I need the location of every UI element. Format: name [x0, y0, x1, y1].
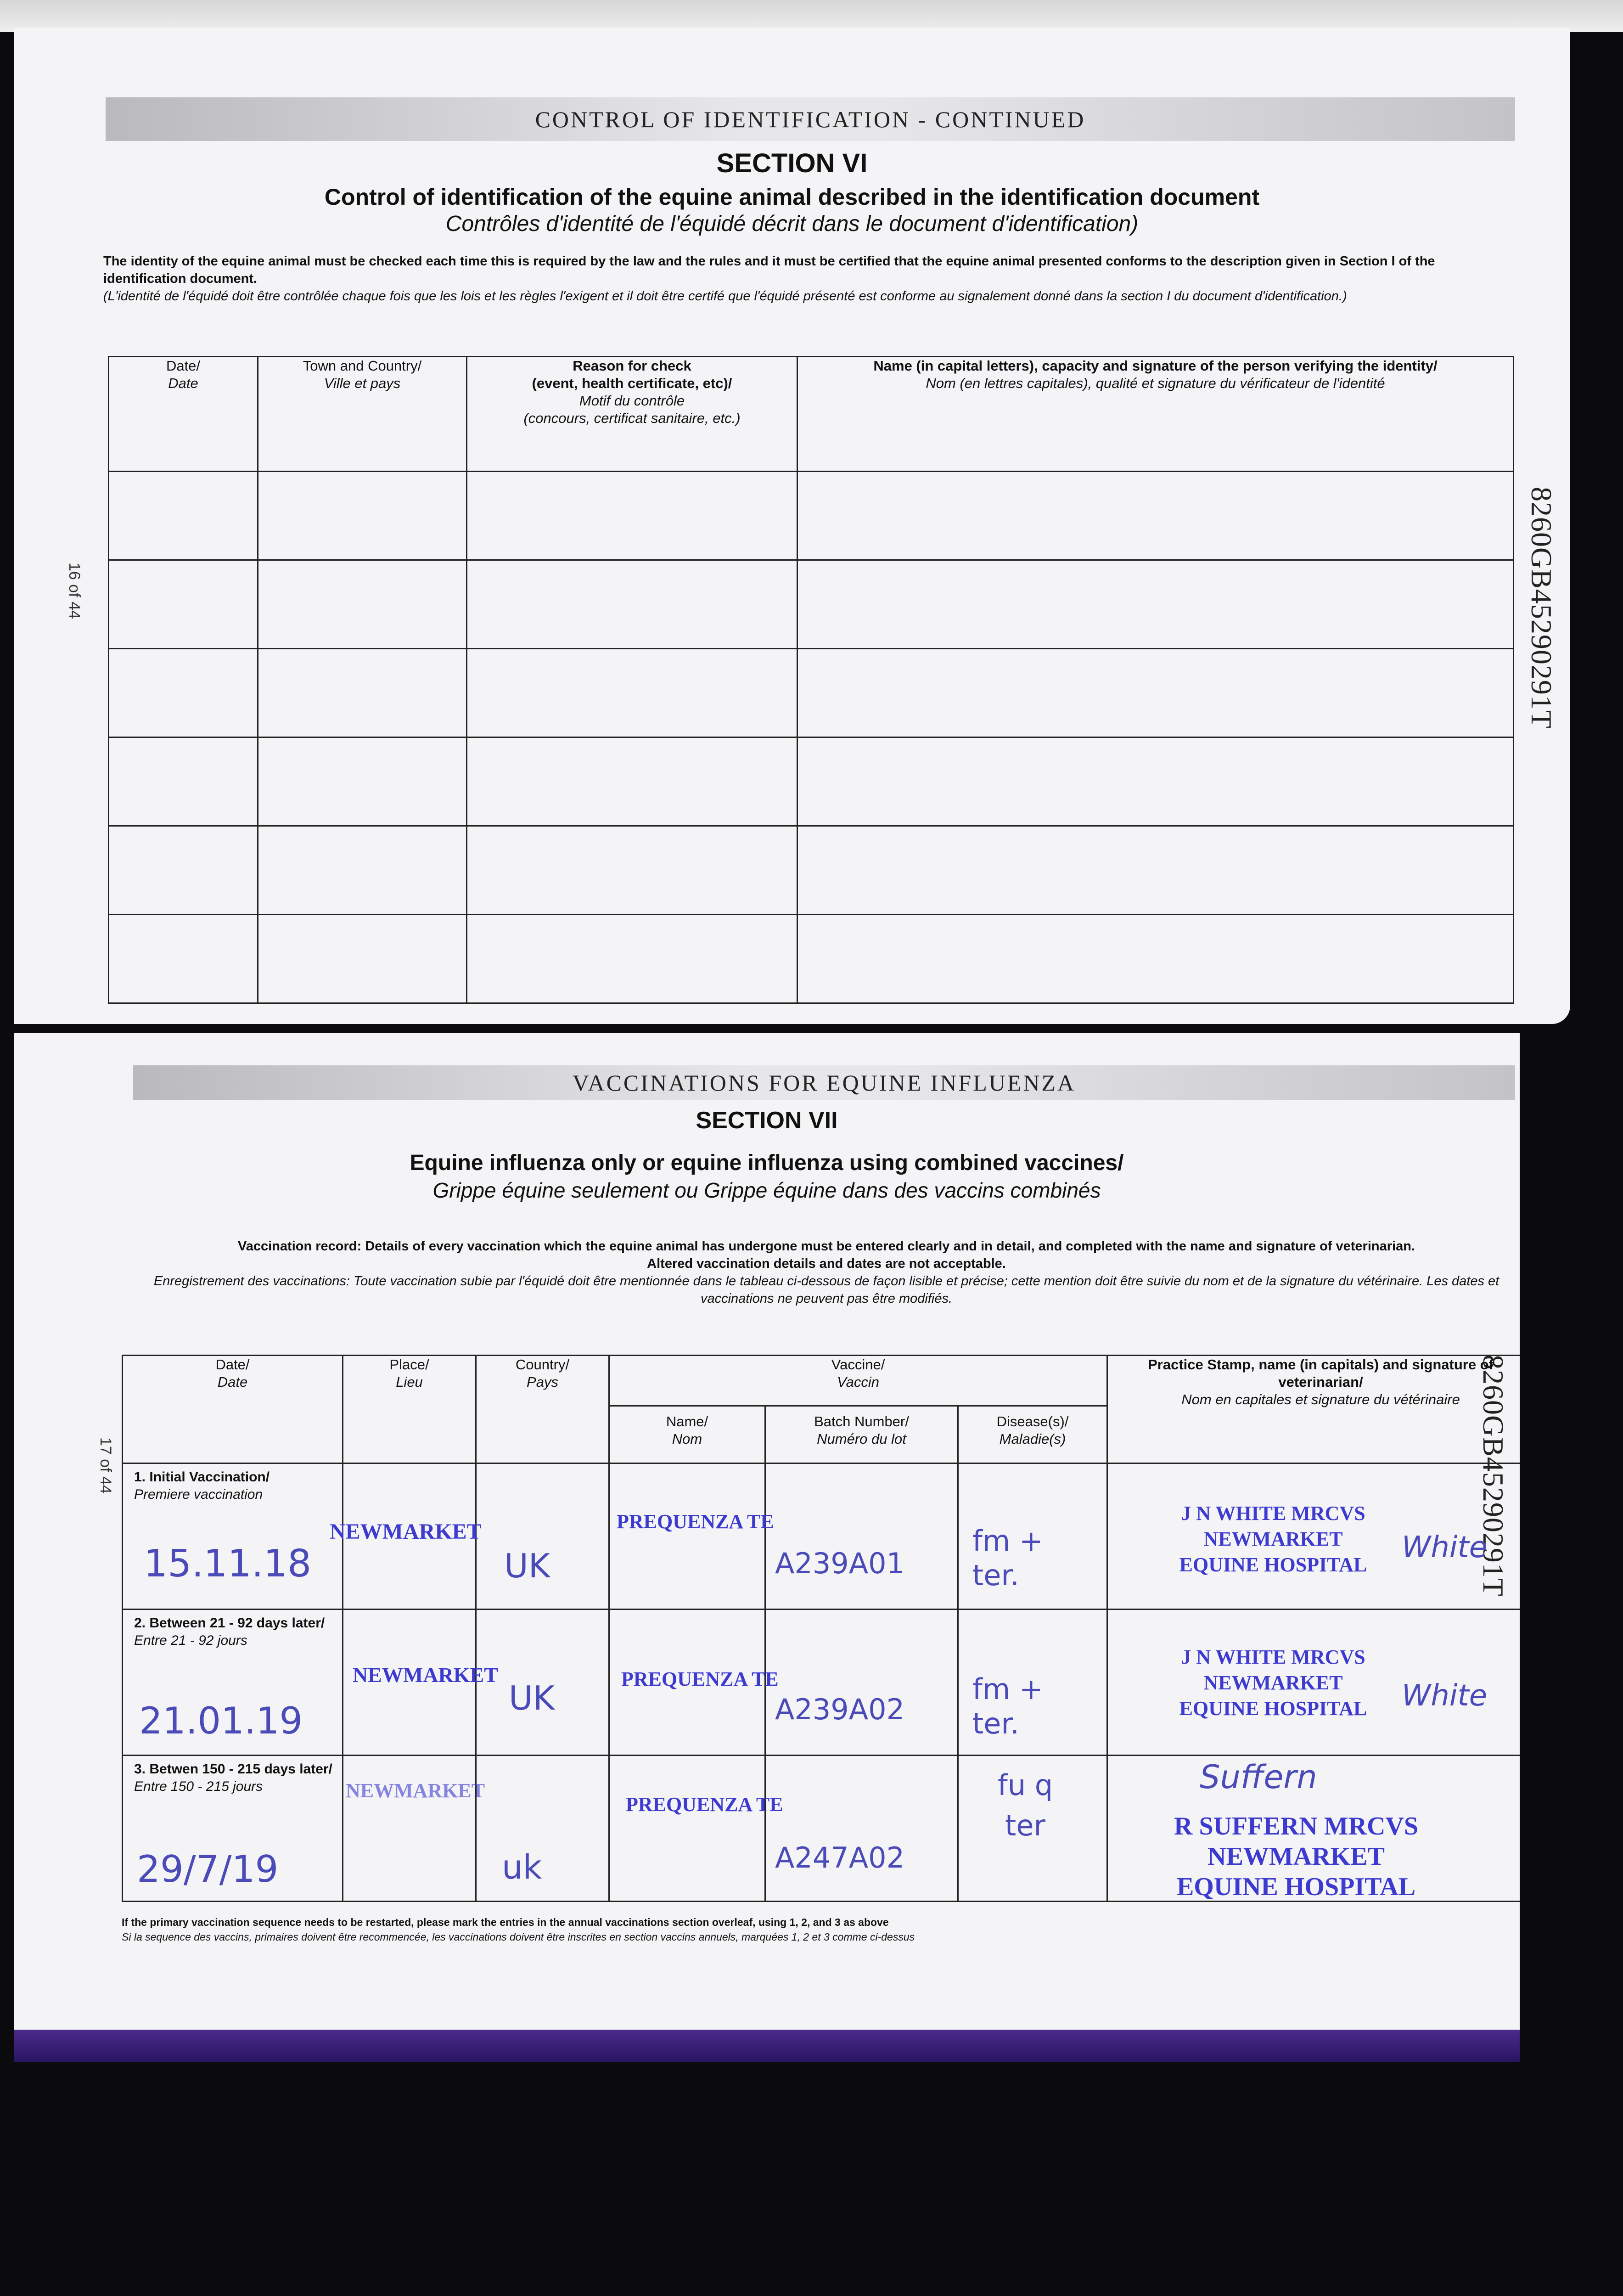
- col-date: Date/ Date: [123, 1356, 343, 1463]
- section-band: CONTROL OF IDENTIFICATION - CONTINUED: [106, 97, 1515, 141]
- vet-signature: White: [1402, 1531, 1488, 1564]
- page-16: [14, 28, 1570, 1024]
- vaccination-date: 15.11.18: [144, 1542, 312, 1586]
- col-vaccine: Vaccine/ Vaccin: [609, 1356, 1107, 1406]
- vaccine-stamp: PREQUENZA TE: [626, 1793, 783, 1816]
- col-vaccine-name: Name/ Nom: [609, 1406, 765, 1463]
- country: UK: [504, 1547, 550, 1585]
- note-fr: (L'identité de l'équidé doit être contrôlée chaque fois que les lois et les règles l'exigent et il doit être certifé que l'équidé présenté est conforme au signalement donné dans la section I du document d'identification.): [103, 289, 1347, 304]
- country: UK: [509, 1679, 555, 1717]
- vet-signature: Suffern: [1200, 1758, 1317, 1796]
- note-fr: Enregistrement des vaccinations: Toute vaccination subie par l'équidé doit être mentionnée dans le tableau ci-dessous de façon lisible et précise; cette mention doit être suivie du nom et de la signature du vétérinaire. Les dates et vaccinations ne peuvent pas être modifiés.: [153, 1274, 1499, 1306]
- disease: fm + ter.: [972, 1672, 1043, 1740]
- place-stamp: NEWMARKET: [346, 1779, 485, 1802]
- col-place: Place/ Lieu: [343, 1356, 476, 1463]
- col-verifier: Name (in capital letters), capacity and signature of the person verifying the identity/ Nom (en lettres capitales), qualité et signature du vérificateur de l'identité: [797, 357, 1514, 472]
- table-row: [123, 1609, 1520, 1756]
- batch-number: A239A02: [775, 1693, 905, 1726]
- batch-number: A247A02: [775, 1841, 905, 1874]
- disease: fu q ter: [997, 1768, 1053, 1842]
- identity-check-table: [108, 356, 1514, 1004]
- vaccination-table: [122, 1355, 1520, 1902]
- vaccine-stamp: PREQUENZA TE: [617, 1510, 774, 1533]
- practice-stamp: J N WHITE MRCVS NEWMARKET EQUINE HOSPITAL: [1179, 1502, 1367, 1576]
- section-band: VACCINATIONS FOR EQUINE INFLUENZA: [133, 1065, 1515, 1100]
- table-row: [109, 826, 1514, 915]
- vaccination-note: [124, 1238, 1520, 1307]
- col-town: Town and Country/ Ville et pays: [258, 357, 467, 472]
- row-label: 2. Between 21 - 92 days later/ Entre 21 - 92 jours: [134, 1615, 325, 1648]
- section-title: SECTION VI: [716, 148, 868, 178]
- row-label: 3. Betwen 150 - 215 days later/ Entre 150 - 215 jours: [134, 1761, 332, 1794]
- table-header: [123, 1356, 1520, 1406]
- page-number: 16 of 44: [66, 563, 83, 619]
- table-row: [109, 737, 1514, 826]
- col-batch: Batch Number/ Numéro du lot: [765, 1406, 958, 1463]
- disease: fm + ter.: [972, 1524, 1043, 1592]
- table-row: [123, 1463, 1520, 1609]
- col-stamp: Practice Stamp, name (in capitals) and signature of veterinarian/ Nom en capitales et signature du vétérinaire: [1107, 1356, 1520, 1463]
- page-17: [14, 1033, 1520, 2062]
- table-header: [109, 357, 1514, 472]
- table-row: [109, 472, 1514, 560]
- identification-number: 8260GB45290291T: [1477, 1355, 1510, 1597]
- note-en-2: Altered vaccination details and dates are not acceptable.: [647, 1256, 1006, 1271]
- table-row: [109, 915, 1514, 1003]
- place-stamp: NEWMARKET: [353, 1663, 498, 1687]
- page-number: 17 of 44: [97, 1437, 114, 1494]
- col-country: Country/ Pays: [476, 1356, 609, 1463]
- identity-note: [103, 253, 1517, 305]
- place-stamp: NEWMARKET: [330, 1519, 482, 1544]
- col-reason: Reason for check (event, health certificate, etc)/ Motif du contrôle (concours, certificat sanitaire, etc.): [467, 357, 797, 472]
- note-en: The identity of the equine animal must be checked each time this is required by the law and the rules and it must be certified that the equine animal presented conforms to the description given in Section I of the identification document.: [103, 254, 1435, 286]
- vaccination-date: 21.01.19: [139, 1699, 303, 1742]
- heading-en: Equine influenza only or equine influenza using combined vaccines/: [410, 1151, 1124, 1175]
- practice-stamp: R SUFFERN MRCVS NEWMARKET EQUINE HOSPITAL: [1174, 1812, 1419, 1901]
- practice-stamp: J N WHITE MRCVS NEWMARKET EQUINE HOSPITAL: [1179, 1646, 1367, 1720]
- heading-fr: Grippe équine seulement ou Grippe équine dans des vaccins combinés: [432, 1178, 1101, 1202]
- col-date: Date/ Date: [109, 357, 258, 472]
- row-label: 1. Initial Vaccination/ Premiere vaccination: [134, 1469, 270, 1502]
- table-row: [123, 1756, 1520, 1902]
- section-title: SECTION VII: [696, 1107, 838, 1134]
- col-disease: Disease(s)/ Maladie(s): [958, 1406, 1107, 1463]
- batch-number: A239A01: [775, 1547, 905, 1580]
- table-row: [109, 560, 1514, 649]
- heading-en: Control of identification of the equine animal described in the identification document: [324, 184, 1260, 210]
- vet-signature: White: [1402, 1679, 1488, 1713]
- vaccination-date: 29/7/19: [137, 1848, 279, 1891]
- restart-note: If the primary vaccination sequence needs to be restarted, please mark the entries in the annual vaccinations section overleaf, using 1, 2, and 3 as above Si la sequence des vaccins, primaires doivent être recommencée, les vaccinations doivent être inscrites en section vaccins annuels, marquées 1, 2 et 3 comme ci-dessus: [122, 1916, 915, 1943]
- country: uk: [502, 1848, 542, 1886]
- identification-number: 8260GB45290291T: [1525, 487, 1558, 729]
- vaccine-stamp: PREQUENZA TE: [621, 1668, 779, 1690]
- note-en: Vaccination record: Details of every vaccination which the equine animal has undergone must be entered clearly and in detail, and completed with the name and signature of veterinarian.: [238, 1239, 1415, 1254]
- table-row: [109, 649, 1514, 737]
- heading-fr: Contrôles d'identité de l'équidé décrit dans le document d'identification): [445, 212, 1139, 236]
